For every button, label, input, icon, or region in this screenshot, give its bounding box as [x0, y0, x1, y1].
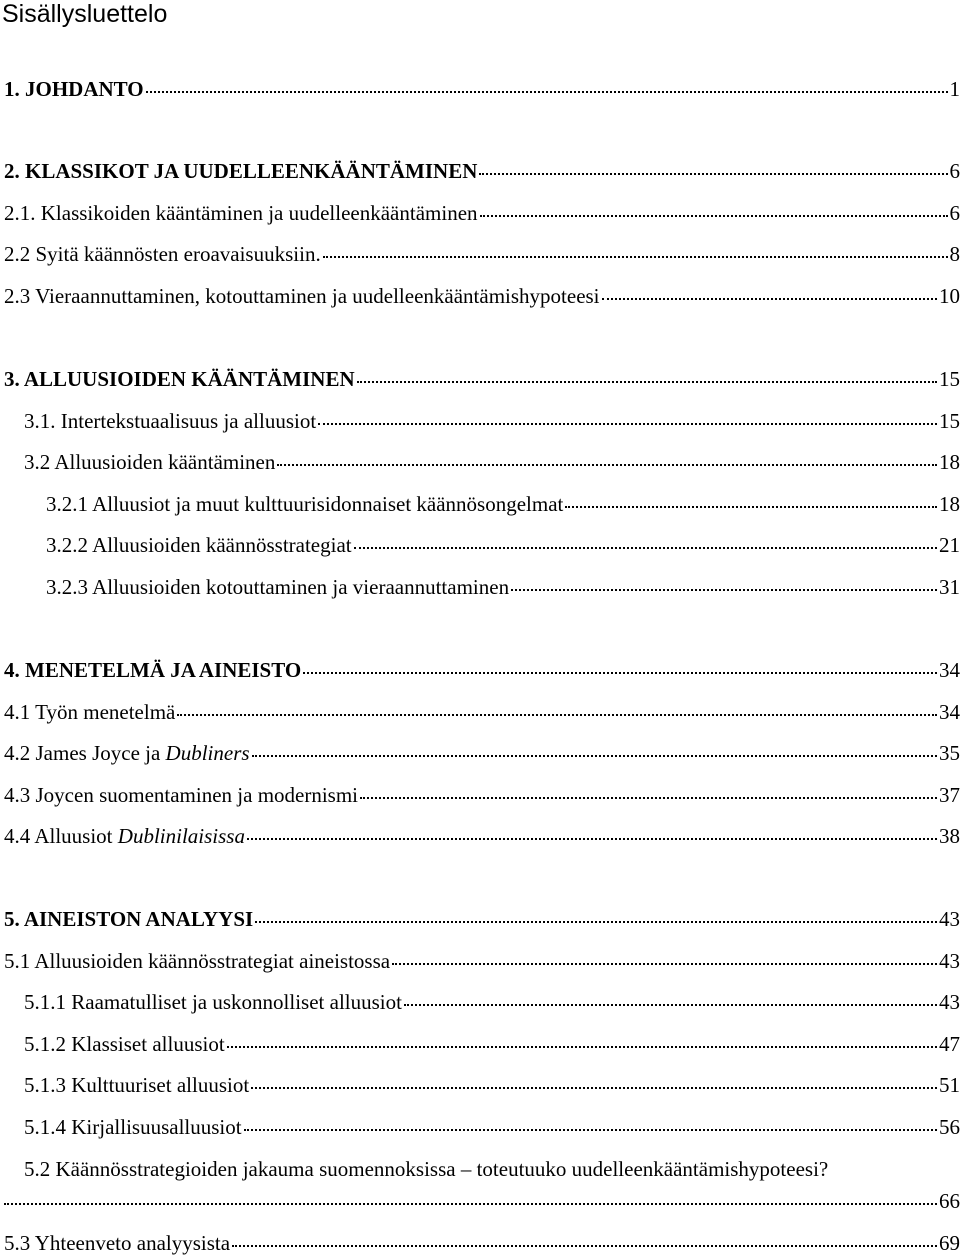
toc-entry-text: 4.3 Joycen suomentaminen ja modernismi	[4, 783, 359, 807]
toc-entry-text: 5.1.1 Raamatulliset ja uskonnolliset alluusiot	[24, 990, 402, 1014]
toc-entry[interactable]	[4, 948, 960, 974]
toc-entry-text: 5.1.2 Klassiset alluusiot	[24, 1032, 225, 1056]
toc-leader	[232, 1245, 937, 1247]
toc-leader	[565, 506, 937, 508]
toc-leader	[479, 173, 947, 175]
toc-page-number: 66	[939, 1189, 960, 1213]
toc-entry[interactable]	[4, 657, 960, 683]
toc-entry-text: 3. ALLUUSIOIDEN KÄÄNTÄMINEN	[4, 367, 355, 391]
toc-leader	[602, 298, 937, 300]
toc-entry-text: 4.1 Työn menetelmä	[4, 700, 176, 724]
toc-page-number: 35	[939, 741, 960, 765]
toc-leader	[251, 1087, 937, 1089]
toc-entry-italic: Dubliners	[165, 741, 250, 765]
toc-page-number: 69	[939, 1231, 960, 1255]
toc-entry[interactable]	[4, 158, 960, 184]
toc-entry[interactable]	[4, 782, 960, 808]
toc-page-number: 56	[939, 1115, 960, 1139]
toc-leader	[255, 921, 937, 923]
toc-page-number: 34	[939, 700, 960, 724]
toc-entry[interactable]	[24, 408, 960, 434]
toc-leader	[511, 589, 937, 591]
toc-leader	[357, 381, 937, 383]
toc-page-number: 6	[949, 201, 960, 225]
toc-entry-text: 2.1. Klassikoiden kääntäminen ja uudelleenkääntäminen	[4, 201, 478, 225]
toc-page-number: 6	[949, 159, 960, 183]
toc-leader	[227, 1046, 937, 1048]
toc-entry-text: 2.3 Vieraannuttaminen, kotouttaminen ja uudelleenkääntämishypoteesi	[4, 284, 600, 308]
toc-page-number: 15	[939, 409, 960, 433]
toc-page-number: 34	[939, 658, 960, 682]
toc-entry-text: 2.2 Syitä käännösten eroavaisuuksiin.	[4, 242, 321, 266]
toc-leader	[480, 215, 948, 217]
toc-leader	[354, 547, 937, 549]
toc-leader	[4, 1203, 937, 1205]
toc-entry[interactable]	[4, 241, 960, 267]
toc-leader	[277, 464, 937, 466]
toc-page-number: 10	[939, 284, 960, 308]
toc-entry-text: 3.1. Intertekstuaalisuus ja alluusiot	[24, 409, 317, 433]
toc-leader	[323, 256, 948, 258]
toc-leader	[318, 423, 937, 425]
toc-entry-text: 1. JOHDANTO	[4, 77, 144, 101]
toc-leader	[303, 672, 937, 674]
toc-page-number: 47	[939, 1032, 960, 1056]
toc-page-number: 21	[939, 533, 960, 557]
toc-page-number: 8	[949, 242, 960, 266]
toc-page-number: 18	[939, 450, 960, 474]
toc-entry-text: 5. AINEISTON ANALYYSI	[4, 907, 254, 931]
toc-page-number: 18	[939, 492, 960, 516]
toc-entry-text: 5.1.3 Kulttuuriset alluusiot	[24, 1073, 250, 1097]
toc-entry[interactable]	[4, 76, 960, 102]
toc-leader	[146, 91, 948, 93]
toc-entry-text: 3.2 Alluusioiden kääntäminen	[24, 450, 276, 474]
toc-leader	[252, 755, 937, 757]
toc-page-number: 15	[939, 367, 960, 391]
toc-leader	[244, 1129, 937, 1131]
toc-entry-italic: Dublinilaisissa	[117, 824, 245, 848]
toc-entry-text: 2. KLASSIKOT JA UUDELLEENKÄÄNTÄMINEN	[4, 159, 478, 183]
toc-entry-text[interactable]: 5.2 Käännösstrategioiden jakauma suomennoksissa – toteutuuko uudelleenkääntämishypoteesi?	[24, 1157, 829, 1181]
toc-entry-text: 3.2.2 Alluusioiden käännösstrategiat	[46, 533, 352, 557]
toc-page-number: 43	[939, 949, 960, 973]
toc-entry[interactable]	[4, 200, 960, 226]
toc-entry[interactable]	[46, 532, 960, 558]
toc-entry-text: 4.2 James Joyce ja Dubliners	[4, 741, 250, 765]
toc-entry[interactable]	[4, 1230, 960, 1256]
toc-entry[interactable]	[24, 1114, 960, 1140]
toc-entry[interactable]	[24, 989, 960, 1015]
toc-entry-text: 5.1 Alluusioiden käännösstrategiat aineistossa	[4, 949, 391, 973]
toc-entry[interactable]	[24, 449, 960, 475]
toc-leader	[247, 838, 937, 840]
toc-entry-text: 4. MENETELMÄ JA AINEISTO	[4, 658, 302, 682]
toc-entry[interactable]	[4, 283, 960, 309]
toc-entry[interactable]	[4, 366, 960, 392]
toc-entry[interactable]	[4, 823, 960, 849]
toc-title: Sisällysluettelo	[2, 0, 168, 28]
toc-entry[interactable]	[4, 906, 960, 932]
toc-page-number: 43	[939, 990, 960, 1014]
toc-entry[interactable]	[4, 1188, 960, 1214]
toc-entry-text: 3.2.1 Alluusiot ja muut kulttuurisidonnaiset käännösongelmat	[46, 492, 564, 516]
toc-entry[interactable]	[46, 574, 960, 600]
toc-entry[interactable]	[46, 491, 960, 517]
toc-entry[interactable]	[4, 740, 960, 766]
toc-entry[interactable]	[24, 1072, 960, 1098]
toc-entry[interactable]	[24, 1031, 960, 1057]
toc-entry-text: 5.1.4 Kirjallisuusalluusiot	[24, 1115, 242, 1139]
toc-leader	[404, 1004, 937, 1006]
toc-entry-text: 3.2.3 Alluusioiden kotouttaminen ja vieraannuttaminen	[46, 575, 510, 599]
toc-page-number: 31	[939, 575, 960, 599]
toc-page-number: 43	[939, 907, 960, 931]
toc-entry-text: 5.3 Yhteenveto analyysista	[4, 1231, 231, 1255]
toc-leader	[177, 714, 937, 716]
toc-page-number: 1	[949, 77, 960, 101]
toc-entry[interactable]	[4, 699, 960, 725]
toc-page-number: 38	[939, 824, 960, 848]
toc-leader	[392, 963, 937, 965]
toc-page-number: 37	[939, 783, 960, 807]
toc-entry-text: 4.4 Alluusiot Dublinilaisissa	[4, 824, 245, 848]
toc-leader	[360, 797, 937, 799]
toc-page-number: 51	[939, 1073, 960, 1097]
